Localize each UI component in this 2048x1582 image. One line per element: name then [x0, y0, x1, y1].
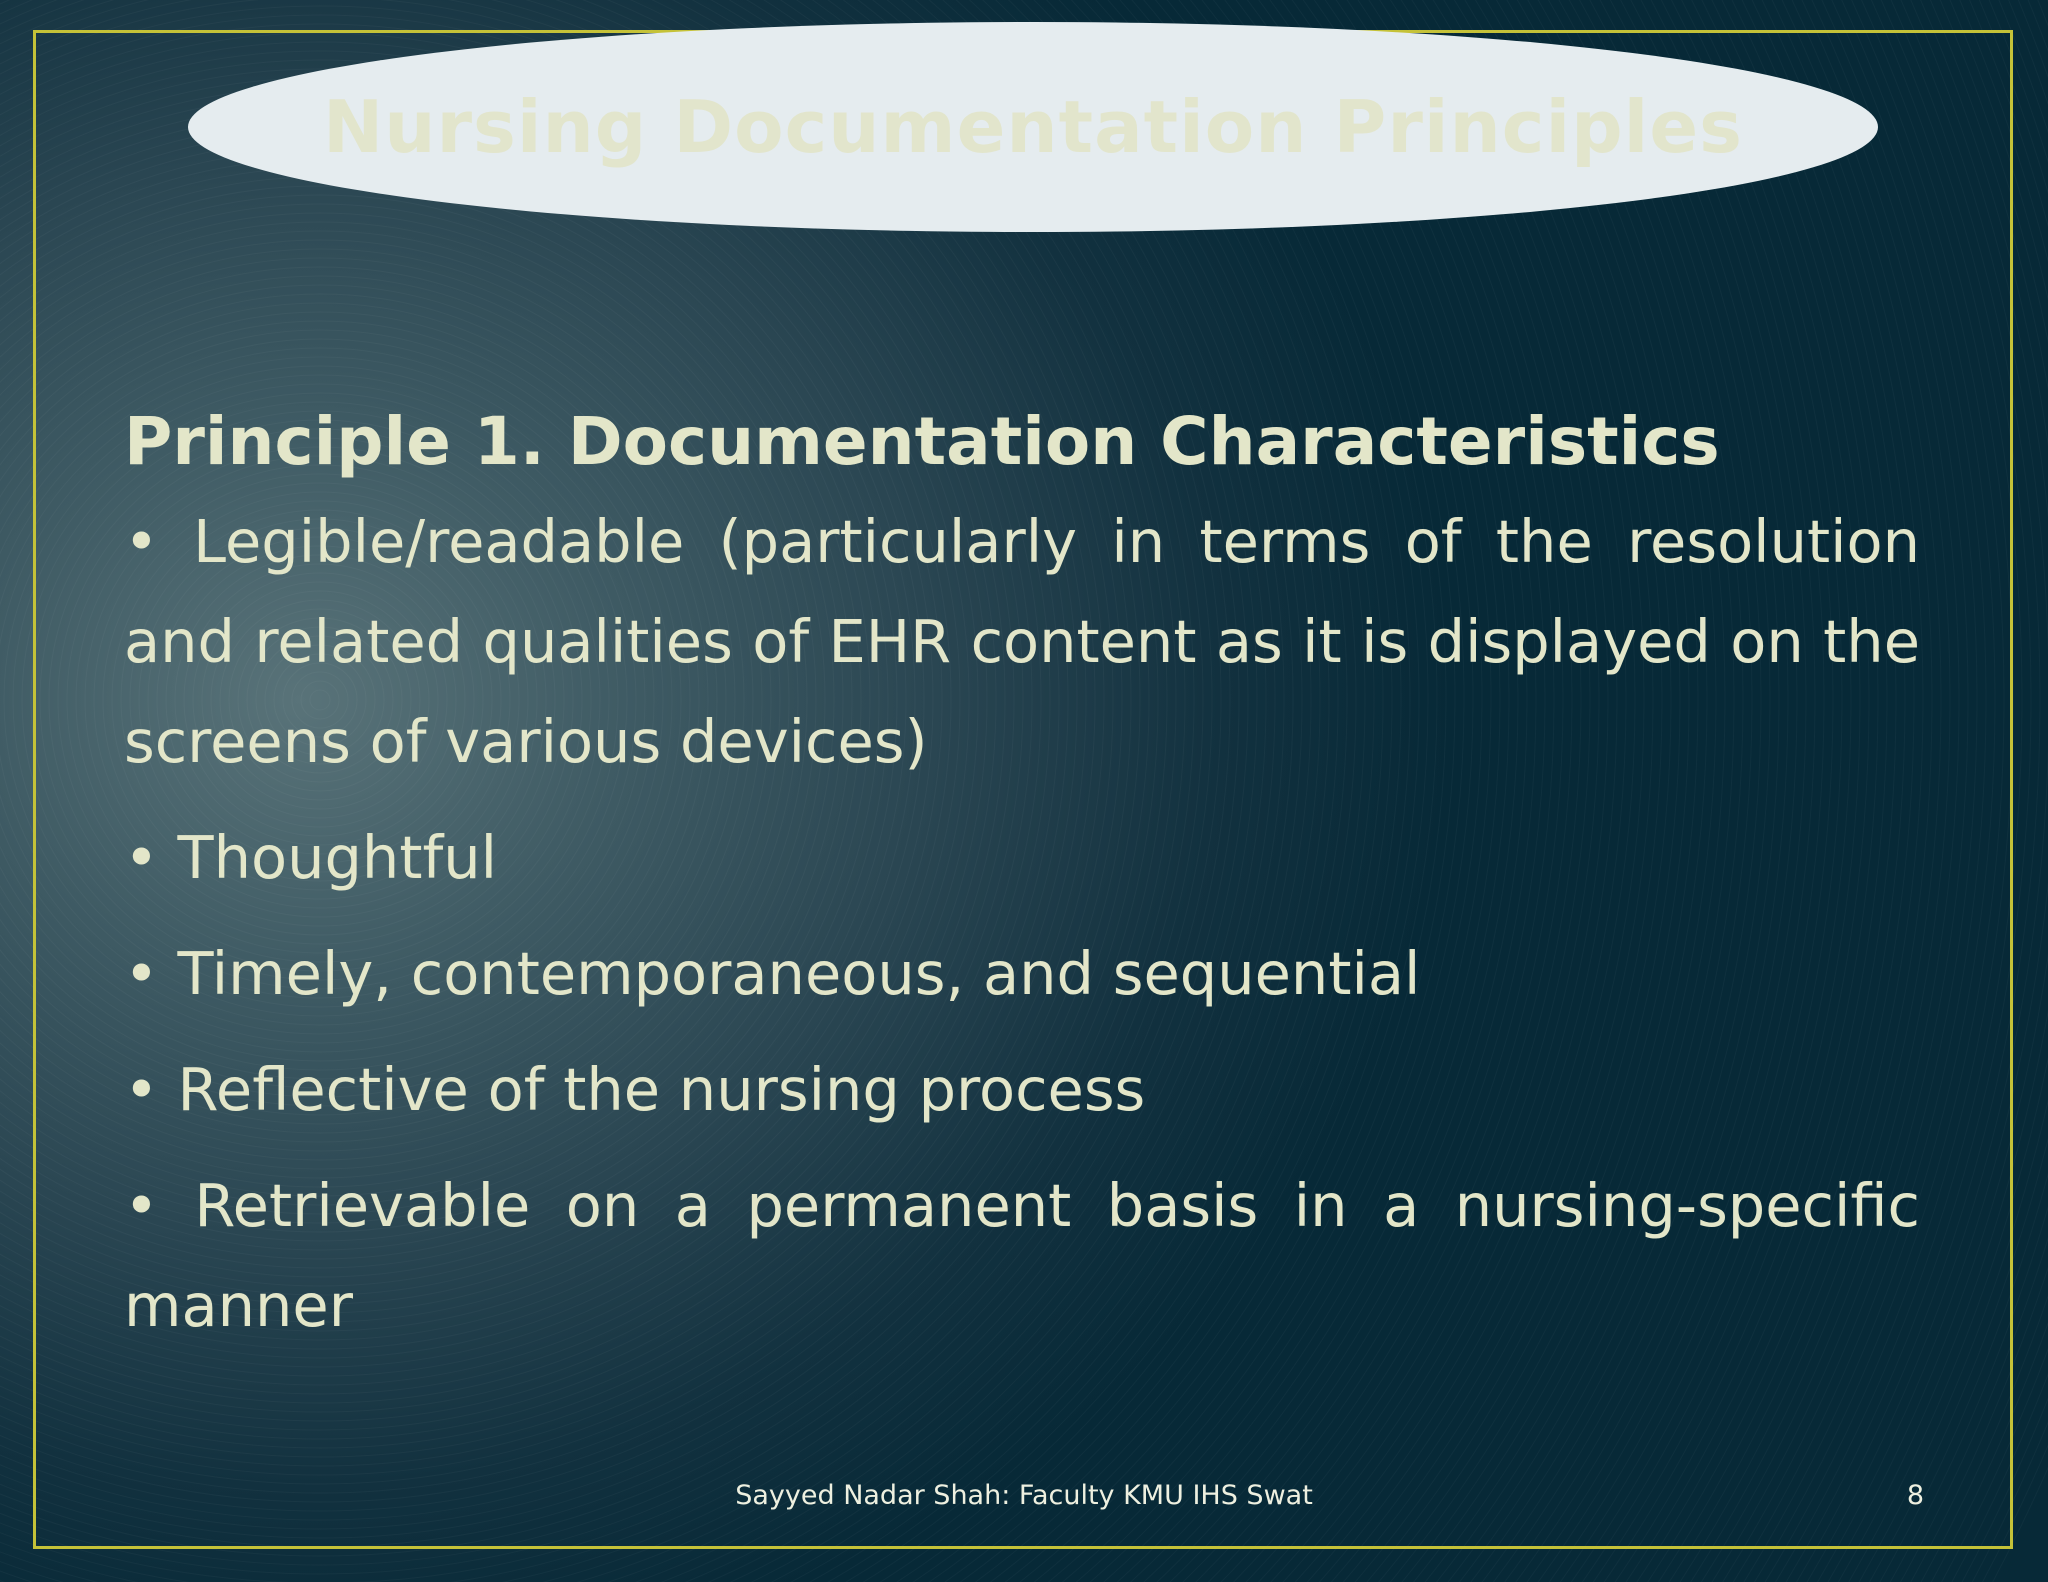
bullet-legible: • Legible/readable (particularly in terms of the resolution and related qualities of EHR content as it is displayed on the screens of various devices)	[124, 507, 1920, 776]
bullet-thoughtful: • Thoughtful	[124, 823, 498, 892]
principle-heading: Principle 1. Documentation Characteristics	[124, 403, 1720, 480]
slide-body	[124, 392, 1920, 1356]
bullet-retrievable: • Retrievable on a permanent basis in a nursing-specific manner	[124, 1171, 1920, 1340]
page-number: 8	[1906, 1480, 1924, 1511]
slide-footer: Sayyed Nadar Shah: Faculty KMU IHS Swat	[735, 1480, 1313, 1511]
bullet-timely: • Timely, contemporaneous, and sequential	[124, 939, 1421, 1008]
bullet-reflective: • Reflective of the nursing process	[124, 1055, 1146, 1124]
slide-title: Nursing Documentation Principles	[322, 85, 1744, 169]
